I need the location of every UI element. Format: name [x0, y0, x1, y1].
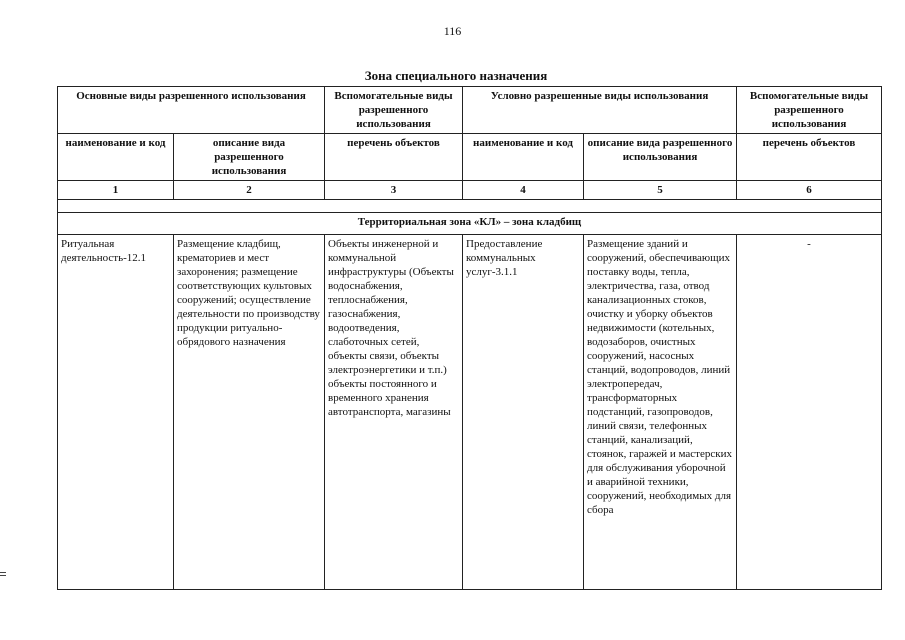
objects-list: Объекты инженерной и коммунальной инфраструктуры (Объекты водоснабжения, теплоснабжения, газоснабжения, водоотведения, слаботочных сетей, объекты связи, объекты электроэнергетики и т.п.) объекты постоянного и временного хранения автотранспорта, магазины	[325, 235, 463, 590]
subheader-row	[58, 134, 882, 181]
objects-list-header: перечень объектов	[325, 134, 463, 181]
column-number: 5	[584, 181, 737, 200]
column-number: 6	[737, 181, 882, 200]
auxiliary-uses-header: Вспомогательные виды разрешенного использования	[325, 87, 463, 134]
conditional-use-name-code: Предоставление коммунальных услуг-3.1.1	[463, 235, 584, 590]
margin-mark	[0, 572, 6, 580]
column-number: 2	[174, 181, 325, 200]
auxiliary-uses-header-2: Вспомогательные виды разрешенного использования	[737, 87, 882, 134]
zone-title: Зона специального назначения	[364, 68, 548, 83]
territorial-zone-title: Территориальная зона «КЛ» – зона кладбищ	[58, 213, 882, 235]
column-number: 3	[325, 181, 463, 200]
zoning-table	[57, 86, 882, 590]
objects-list-header-2: перечень объектов	[737, 134, 882, 181]
territorial-zone-row	[58, 213, 882, 235]
page-number: 116	[443, 24, 462, 38]
table-row	[58, 235, 882, 590]
name-code-header: наименование и код	[58, 134, 174, 181]
column-number-row	[58, 181, 882, 200]
auxiliary-objects-list: -	[737, 235, 882, 590]
column-number: 4	[463, 181, 584, 200]
spacer-row	[58, 200, 882, 213]
conditional-use-description: Размещение зданий и сооружений, обеспечивающих поставку воды, тепла, электричества, газа, отвод канализационных стоков, очистку и уборку объектов недвижимости (котельных, водозаборов, очистных сооружений, насосных станций, водопроводов, линий электропередач, трансформаторных подстанций, газопроводов, линий связи, телефонных станций, канализаций, стоянок, гаражей и мастерских для обслуживания уборочной и аварийной техники, сооружений, необходимых для сбора	[584, 235, 737, 590]
main-uses-header: Основные виды разрешенного использования	[58, 87, 325, 134]
group-header-row	[58, 87, 882, 134]
column-number: 1	[58, 181, 174, 200]
use-description: Размещение кладбищ, крематориев и мест захоронения; размещение соответствующих культовых сооружений; осуществление деятельности по производству продукции ритуально-обрядового назначения	[174, 235, 325, 590]
name-code-header-2: наименование и код	[463, 134, 584, 181]
description-header-2: описание вида разрешенного использования	[584, 134, 737, 181]
use-name-code: Ритуальная деятельность-12.1	[58, 235, 174, 590]
conditional-uses-header: Условно разрешенные виды использования	[463, 87, 737, 134]
description-header: описание вида разрешенного использования	[174, 134, 325, 181]
